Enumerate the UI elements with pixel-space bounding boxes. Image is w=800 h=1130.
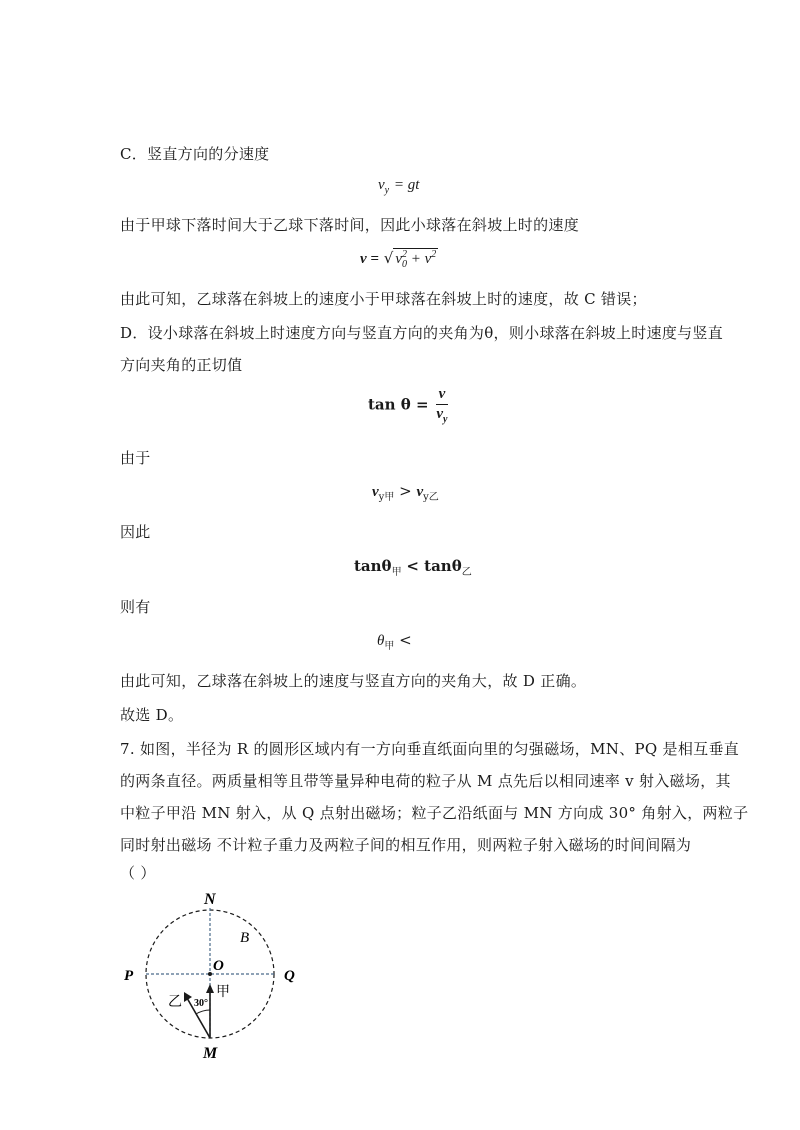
- label-p: P: [124, 968, 134, 984]
- label-jia: 甲: [216, 985, 230, 1000]
- ineq2-sub-b: 乙: [461, 567, 472, 578]
- label-m: M: [203, 1045, 218, 1062]
- ineq2-op: < tanθ: [406, 557, 462, 575]
- ineq1-sub-b: y乙: [423, 492, 439, 503]
- formula-vy-rhs: = gt: [393, 177, 420, 193]
- option-d-since: 由于: [120, 449, 151, 467]
- ineq3-op: <: [399, 631, 412, 649]
- label-n: N: [204, 891, 216, 908]
- option-d-conclusion: 由此可知，乙球落在斜坡上的速度与竖直方向的夹角大，故 D 正确。: [120, 672, 587, 690]
- ineq3-sub: 甲: [384, 641, 395, 652]
- option-c-conclusion: 由此可知，乙球落在斜坡上的速度小于甲球落在斜坡上时的速度，故 C 错误；: [120, 290, 647, 308]
- label-q: Q: [284, 968, 295, 984]
- angle-arc: [196, 1010, 210, 1014]
- option-d-line1: D．设小球落在斜坡上时速度方向与竖直方向的夹角为θ，则小球落在斜坡上时速度与竖直: [120, 324, 724, 342]
- formula-v-sqrt: [360, 248, 438, 270]
- center-point: [208, 972, 212, 976]
- option-d-line2: 方向夹角的正切值: [120, 356, 243, 374]
- formula-vy: $v_y$ = gt: [378, 177, 420, 196]
- label-b: B: [240, 930, 250, 946]
- option-d-answer: 故选 D。: [120, 706, 184, 724]
- inequality-1: $v_{y甲} > v_{y乙}$: [372, 482, 439, 503]
- ineq1-sub-a: y甲: [378, 492, 395, 503]
- sqrt-symbol: √ $v_0^2 + v^2$: [383, 249, 437, 270]
- inequality-2: tanθ$_甲$ < tanθ$_乙$: [354, 557, 472, 578]
- tan-fraction: $\frac{v}{v_y}$: [436, 386, 448, 425]
- q7-line2: 的两条直径。两质量相等且带等量异种电荷的粒子从 M 点先后以相同速率 v 射入磁场，其: [120, 772, 731, 790]
- label-angle: 30°: [194, 998, 208, 1009]
- arrow-jia-head: [206, 984, 214, 993]
- inequality-3: $\theta_甲$ <: [377, 631, 412, 652]
- option-d-then: 则有: [120, 598, 151, 616]
- q7-line4: 同时射出磁场 不计粒子重力及两粒子间的相互作用，则两粒子射入磁场的时间间隔为: [120, 836, 692, 854]
- formula-tan-theta: [368, 386, 450, 425]
- label-yi: 乙: [168, 995, 182, 1010]
- option-c-intro: C．竖直方向的分速度: [120, 145, 270, 163]
- tan-lhs: tan θ =: [368, 395, 429, 414]
- option-d-therefore: 因此: [120, 523, 151, 541]
- ineq1-op: >: [399, 482, 412, 500]
- formula-v-lhs: v =: [360, 251, 379, 267]
- q7-line1: 7. 如图，半径为 R 的圆形区域内有一方向垂直纸面向里的匀强磁场，MN、PQ 是相互垂直: [120, 740, 740, 758]
- magnetic-field-diagram: [110, 880, 330, 1070]
- ineq2-sub-a: 甲: [391, 567, 402, 578]
- q7-answer-bracket: （ ）: [120, 864, 156, 882]
- label-o: O: [213, 958, 224, 974]
- q7-line3: 中粒子甲沿 MN 射入，从 Q 点射出磁场；粒子乙沿纸面与 MN 方向成 30° 角射入，两粒子: [120, 804, 749, 822]
- option-c-para1: 由于甲球下落时间大于乙球下落时间，因此小球落在斜坡上时的速度: [120, 216, 580, 234]
